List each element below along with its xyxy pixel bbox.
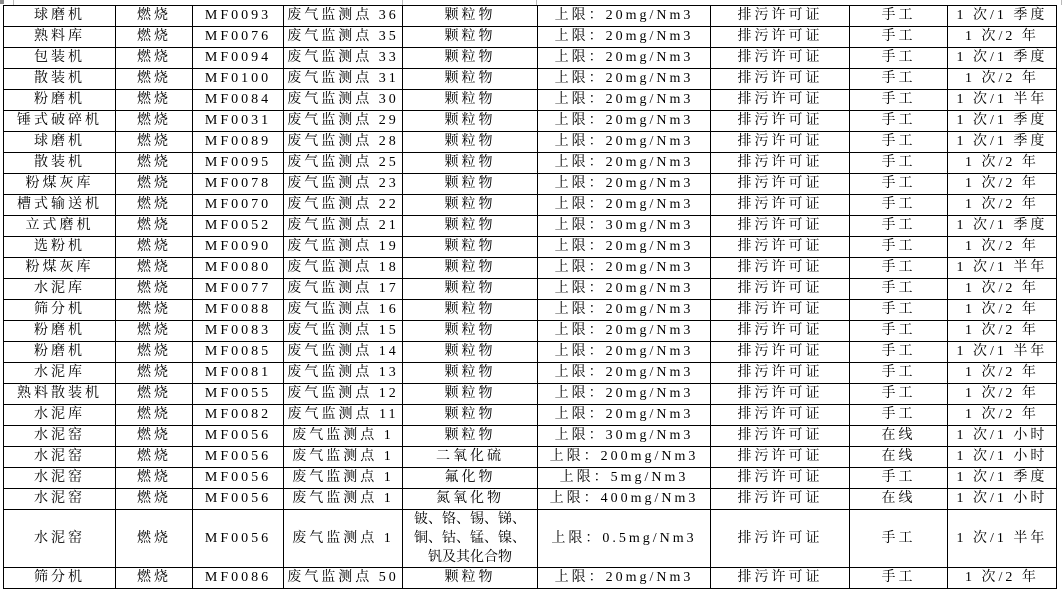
table-cell: 包装机	[4, 48, 116, 69]
table-cell: 废气监测点 31	[284, 69, 403, 90]
table-cell: 1 次/1 小时	[948, 426, 1057, 447]
table-body	[4, 6, 1057, 589]
table-cell: 燃烧	[116, 447, 193, 468]
table-cell: 废气监测点 22	[284, 195, 403, 216]
table-cell: 散装机	[4, 153, 116, 174]
table-row	[4, 153, 1057, 174]
table-cell: 燃烧	[116, 153, 193, 174]
table-cell: 上限：20mg/Nm3	[538, 174, 711, 195]
table-cell: 上限：400mg/Nm3	[538, 489, 711, 510]
table-cell: 颗粒物	[403, 6, 538, 27]
table-cell: 颗粒物	[403, 300, 538, 321]
table-cell: 1 次/1 季度	[948, 216, 1057, 237]
table-cell: 废气监测点 12	[284, 384, 403, 405]
table-cell: MF0056	[193, 468, 284, 489]
table-cell: MF0031	[193, 111, 284, 132]
table-cell: MF0078	[193, 174, 284, 195]
table-row	[4, 363, 1057, 384]
table-cell: 排污许可证	[711, 6, 850, 27]
table-cell: 燃烧	[116, 132, 193, 153]
table-cell: 选粉机	[4, 237, 116, 258]
table-cell: 废气监测点 28	[284, 132, 403, 153]
table-cell: 上限：20mg/Nm3	[538, 237, 711, 258]
table-cell: 熟料库	[4, 27, 116, 48]
table-cell: 手工	[850, 237, 948, 258]
table-cell: 1 次/1 半年	[948, 258, 1057, 279]
table-cell: 燃烧	[116, 216, 193, 237]
crop-tick-mark	[1061, 0, 1062, 5]
table-cell: 排污许可证	[711, 237, 850, 258]
table-cell: 颗粒物	[403, 69, 538, 90]
table-cell: 废气监测点 1	[284, 447, 403, 468]
table-cell: MF0086	[193, 568, 284, 589]
table-cell: 废气监测点 19	[284, 237, 403, 258]
table-cell: 在线	[850, 447, 948, 468]
table-cell: 燃烧	[116, 405, 193, 426]
table-cell: MF0090	[193, 237, 284, 258]
table-cell: 上限：20mg/Nm3	[538, 6, 711, 27]
table-cell: MF0081	[193, 363, 284, 384]
table-cell: 上限：20mg/Nm3	[538, 279, 711, 300]
table-cell: 上限：20mg/Nm3	[538, 342, 711, 363]
table-cell: 1 次/2 年	[948, 27, 1057, 48]
table-row	[4, 195, 1057, 216]
table-cell: 粉煤灰库	[4, 258, 116, 279]
table-cell: 颗粒物	[403, 153, 538, 174]
table-row	[4, 216, 1057, 237]
table-cell: 上限：200mg/Nm3	[538, 447, 711, 468]
table-cell: 1 次/1 季度	[948, 468, 1057, 489]
table-cell: 燃烧	[116, 363, 193, 384]
table-cell: 粉磨机	[4, 342, 116, 363]
table-cell: 上限：20mg/Nm3	[538, 90, 711, 111]
table-cell: 排污许可证	[711, 510, 850, 568]
table-cell: 手工	[850, 568, 948, 589]
table-cell: 1 次/2 年	[948, 300, 1057, 321]
table-cell: 上限：20mg/Nm3	[538, 568, 711, 589]
table-cell: 氮氧化物	[403, 489, 538, 510]
table-row	[4, 300, 1057, 321]
table-cell: 燃烧	[116, 321, 193, 342]
table-cell: MF0085	[193, 342, 284, 363]
table-cell: 1 次/2 年	[948, 174, 1057, 195]
table-cell: 手工	[850, 90, 948, 111]
table-cell: 废气监测点 16	[284, 300, 403, 321]
table-cell: 废气监测点 1	[284, 426, 403, 447]
table-cell: 粉磨机	[4, 321, 116, 342]
table-cell: 1 次/1 半年	[948, 342, 1057, 363]
table-cell: 1 次/1 季度	[948, 6, 1057, 27]
table-cell: 颗粒物	[403, 363, 538, 384]
table-cell: 排污许可证	[711, 174, 850, 195]
table-row	[4, 279, 1057, 300]
table-row	[4, 174, 1057, 195]
table-cell: 废气监测点 30	[284, 90, 403, 111]
table-cell: 1 次/2 年	[948, 363, 1057, 384]
table-cell: MF0056	[193, 426, 284, 447]
table-cell: 1 次/2 年	[948, 384, 1057, 405]
table-cell: 水泥库	[4, 279, 116, 300]
table-cell: MF0055	[193, 384, 284, 405]
table-cell: MF0100	[193, 69, 284, 90]
table-cell: 燃烧	[116, 279, 193, 300]
table-cell: 上限：20mg/Nm3	[538, 258, 711, 279]
table-cell: 排污许可证	[711, 27, 850, 48]
table-cell: 水泥窑	[4, 489, 116, 510]
table-cell: 排污许可证	[711, 90, 850, 111]
table-row	[4, 468, 1057, 489]
table-cell: 排污许可证	[711, 426, 850, 447]
table-cell: 排污许可证	[711, 384, 850, 405]
table-cell: MF0080	[193, 258, 284, 279]
table-row	[4, 258, 1057, 279]
table-cell: 在线	[850, 426, 948, 447]
table-cell: 废气监测点 1	[284, 468, 403, 489]
table-cell: 颗粒物	[403, 174, 538, 195]
table-cell: 手工	[850, 27, 948, 48]
table-row	[4, 90, 1057, 111]
table-cell: 上限：20mg/Nm3	[538, 27, 711, 48]
table-cell: 排污许可证	[711, 447, 850, 468]
table-cell: 废气监测点 36	[284, 6, 403, 27]
table-cell: 1 次/1 季度	[948, 132, 1057, 153]
table-cell: 手工	[850, 279, 948, 300]
table-cell: 手工	[850, 405, 948, 426]
table-cell: 1 次/2 年	[948, 279, 1057, 300]
table-cell: 水泥窑	[4, 510, 116, 568]
table-cell: 颗粒物	[403, 405, 538, 426]
table-cell: MF0052	[193, 216, 284, 237]
table-cell: 废气监测点 35	[284, 27, 403, 48]
table-cell: 1 次/2 年	[948, 195, 1057, 216]
table-cell: 手工	[850, 153, 948, 174]
table-cell: 废气监测点 23	[284, 174, 403, 195]
table-cell: 上限：20mg/Nm3	[538, 300, 711, 321]
table-cell: 手工	[850, 321, 948, 342]
table-cell: 1 次/2 年	[948, 568, 1057, 589]
table-cell: 排污许可证	[711, 195, 850, 216]
table-cell: 颗粒物	[403, 426, 538, 447]
table-row	[4, 510, 1057, 568]
table-cell: 水泥库	[4, 363, 116, 384]
table-cell: 粉煤灰库	[4, 174, 116, 195]
table-cell: 水泥库	[4, 405, 116, 426]
table-cell: 1 次/1 半年	[948, 510, 1057, 568]
table-row	[4, 489, 1057, 510]
table-cell: 颗粒物	[403, 279, 538, 300]
table-cell: 燃烧	[116, 468, 193, 489]
table-cell: MF0088	[193, 300, 284, 321]
table-cell: 粉磨机	[4, 90, 116, 111]
table-cell: 废气监测点 17	[284, 279, 403, 300]
table-cell: 上限：20mg/Nm3	[538, 69, 711, 90]
table-cell: 1 次/2 年	[948, 405, 1057, 426]
table-cell: 手工	[850, 48, 948, 69]
table-row	[4, 132, 1057, 153]
table-row	[4, 69, 1057, 90]
table-cell: 排污许可证	[711, 258, 850, 279]
table-cell: 手工	[850, 195, 948, 216]
table-cell: 1 次/1 季度	[948, 48, 1057, 69]
table-cell: 废气监测点 1	[284, 510, 403, 568]
table-cell: 熟料散装机	[4, 384, 116, 405]
table-cell: MF0084	[193, 90, 284, 111]
table-cell: 废气监测点 25	[284, 153, 403, 174]
table-cell: 排污许可证	[711, 132, 850, 153]
table-cell: 上限：20mg/Nm3	[538, 111, 711, 132]
table-cell: 排污许可证	[711, 363, 850, 384]
table-cell: 废气监测点 18	[284, 258, 403, 279]
table-cell: 燃烧	[116, 426, 193, 447]
table-cell: 上限：20mg/Nm3	[538, 153, 711, 174]
table-cell: MF0089	[193, 132, 284, 153]
table-cell: 燃烧	[116, 111, 193, 132]
table-cell: 燃烧	[116, 237, 193, 258]
table-cell: 手工	[850, 384, 948, 405]
emission-monitoring-table	[3, 5, 1057, 589]
table-cell: MF0056	[193, 447, 284, 468]
table-cell: 排污许可证	[711, 48, 850, 69]
table-cell: 排污许可证	[711, 468, 850, 489]
table-cell: 排污许可证	[711, 489, 850, 510]
crop-corner-artifact	[0, 0, 4, 4]
table-cell: 手工	[850, 132, 948, 153]
table-row	[4, 405, 1057, 426]
table-row	[4, 568, 1057, 589]
table-cell: 水泥窑	[4, 426, 116, 447]
table-cell: 手工	[850, 510, 948, 568]
table-cell: 燃烧	[116, 69, 193, 90]
table-cell: 排污许可证	[711, 405, 850, 426]
table-cell: 1 次/2 年	[948, 153, 1057, 174]
table-row	[4, 447, 1057, 468]
table-cell: 排污许可证	[711, 111, 850, 132]
table-cell: 颗粒物	[403, 321, 538, 342]
table-cell: 废气监测点 21	[284, 216, 403, 237]
table-cell: 筛分机	[4, 300, 116, 321]
table-cell: 排污许可证	[711, 342, 850, 363]
table-row	[4, 237, 1057, 258]
table-cell: 手工	[850, 300, 948, 321]
table-cell: 1 次/1 小时	[948, 447, 1057, 468]
table-cell: 手工	[850, 6, 948, 27]
table-cell: 燃烧	[116, 384, 193, 405]
table-cell: MF0077	[193, 279, 284, 300]
table-row	[4, 426, 1057, 447]
table-cell: MF0093	[193, 6, 284, 27]
table-cell: 球磨机	[4, 6, 116, 27]
table-cell: 废气监测点 50	[284, 568, 403, 589]
table-cell: 散装机	[4, 69, 116, 90]
table-cell: 排污许可证	[711, 321, 850, 342]
table-cell: 筛分机	[4, 568, 116, 589]
table-cell: 颗粒物	[403, 111, 538, 132]
table-cell: 燃烧	[116, 489, 193, 510]
table-cell: 颗粒物	[403, 237, 538, 258]
table-cell: 1 次/1 小时	[948, 489, 1057, 510]
table-cell: MF0095	[193, 153, 284, 174]
table-cell: 上限：20mg/Nm3	[538, 195, 711, 216]
table-cell: 手工	[850, 111, 948, 132]
table-cell: 二氧化硫	[403, 447, 538, 468]
table-cell: 锤式破碎机	[4, 111, 116, 132]
table-cell: 燃烧	[116, 258, 193, 279]
table-cell: 废气监测点 1	[284, 489, 403, 510]
table-cell: 手工	[850, 468, 948, 489]
table-cell: 燃烧	[116, 510, 193, 568]
table-cell: MF0082	[193, 405, 284, 426]
table-cell: 水泥窑	[4, 447, 116, 468]
table-cell: 颗粒物	[403, 258, 538, 279]
table-cell: 上限：20mg/Nm3	[538, 384, 711, 405]
table-cell: 废气监测点 33	[284, 48, 403, 69]
table-cell: 排污许可证	[711, 300, 850, 321]
table-cell: 燃烧	[116, 6, 193, 27]
table-row	[4, 321, 1057, 342]
table-row	[4, 342, 1057, 363]
table-cell: 燃烧	[116, 342, 193, 363]
table-cell: 燃烧	[116, 174, 193, 195]
table-cell: 手工	[850, 342, 948, 363]
table-cell: MF0076	[193, 27, 284, 48]
table-cell: 颗粒物	[403, 342, 538, 363]
table-cell: 颗粒物	[403, 132, 538, 153]
table-cell: 槽式输送机	[4, 195, 116, 216]
table-cell: 水泥窑	[4, 468, 116, 489]
table-cell: 废气监测点 11	[284, 405, 403, 426]
table-row	[4, 111, 1057, 132]
table-cell: 立式磨机	[4, 216, 116, 237]
table-cell: 上限：20mg/Nm3	[538, 132, 711, 153]
table-cell: 上限：20mg/Nm3	[538, 321, 711, 342]
table-cell: 排污许可证	[711, 568, 850, 589]
table-cell: 1 次/2 年	[948, 321, 1057, 342]
table-cell: 1 次/2 年	[948, 69, 1057, 90]
table-cell: 颗粒物	[403, 216, 538, 237]
table-cell: 上限：5mg/Nm3	[538, 468, 711, 489]
table-cell: 燃烧	[116, 48, 193, 69]
table-cell: 1 次/1 季度	[948, 111, 1057, 132]
table-cell: 上限：30mg/Nm3	[538, 426, 711, 447]
table-row	[4, 6, 1057, 27]
table-cell: 手工	[850, 69, 948, 90]
table-cell: 排污许可证	[711, 279, 850, 300]
table-cell: 废气监测点 29	[284, 111, 403, 132]
table-cell: 手工	[850, 258, 948, 279]
table-cell: 上限：20mg/Nm3	[538, 48, 711, 69]
table-cell: 燃烧	[116, 27, 193, 48]
table-cell: 燃烧	[116, 90, 193, 111]
table-cell: 上限：20mg/Nm3	[538, 405, 711, 426]
table-cell: 上限：20mg/Nm3	[538, 363, 711, 384]
table-cell: 废气监测点 13	[284, 363, 403, 384]
table-cell: 废气监测点 14	[284, 342, 403, 363]
table-cell: MF0056	[193, 489, 284, 510]
table-cell: 燃烧	[116, 195, 193, 216]
table-cell: 废气监测点 15	[284, 321, 403, 342]
table-cell: 上限：0.5mg/Nm3	[538, 510, 711, 568]
table-cell: 氟化物	[403, 468, 538, 489]
table-cell: 排污许可证	[711, 153, 850, 174]
table-cell: 在线	[850, 489, 948, 510]
table-row	[4, 384, 1057, 405]
table-cell: 铍、铬、锡、锑、铜、钴、锰、镍、钒及其化合物	[403, 510, 538, 568]
table-cell: MF0070	[193, 195, 284, 216]
table-cell: 颗粒物	[403, 568, 538, 589]
table-cell: 燃烧	[116, 300, 193, 321]
table-cell: 1 次/1 半年	[948, 90, 1057, 111]
table-cell: 排污许可证	[711, 69, 850, 90]
table-cell: MF0094	[193, 48, 284, 69]
table-cell: 手工	[850, 216, 948, 237]
table-cell: 1 次/2 年	[948, 237, 1057, 258]
table-cell: 颗粒物	[403, 90, 538, 111]
table-cell: 手工	[850, 174, 948, 195]
table-cell: MF0083	[193, 321, 284, 342]
table-cell: 燃烧	[116, 568, 193, 589]
table-row	[4, 27, 1057, 48]
table-cell: 颗粒物	[403, 384, 538, 405]
table-row	[4, 48, 1057, 69]
table-cell: 排污许可证	[711, 216, 850, 237]
table-cell: 颗粒物	[403, 195, 538, 216]
table-cell: 球磨机	[4, 132, 116, 153]
table-cell: 手工	[850, 363, 948, 384]
table-cell: 上限：30mg/Nm3	[538, 216, 711, 237]
table-cell: 颗粒物	[403, 48, 538, 69]
table-cell: 颗粒物	[403, 27, 538, 48]
table-cell: MF0056	[193, 510, 284, 568]
